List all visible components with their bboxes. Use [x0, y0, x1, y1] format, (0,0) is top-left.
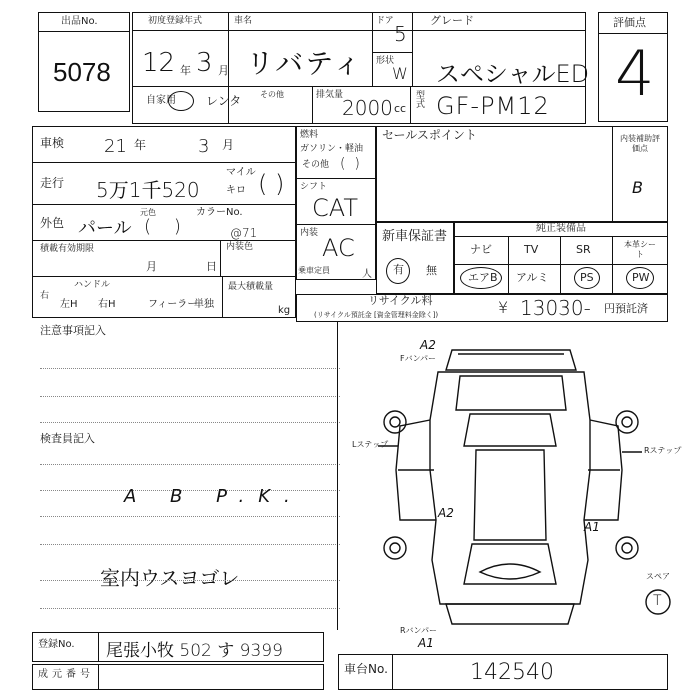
- shaken-month: 3: [198, 136, 210, 157]
- ac-label: 内装: [300, 228, 319, 238]
- use-label-1: 自家用: [146, 95, 176, 106]
- handle-option-2: 右H: [98, 299, 116, 310]
- equip-pw: PW: [632, 271, 650, 284]
- shaken-year-unit: 年: [134, 138, 147, 152]
- right-step-label: Rステップ: [644, 446, 682, 455]
- shift-value: CAT: [312, 194, 358, 222]
- reg-month-unit: 月: [218, 64, 229, 77]
- equip-leather: 本革シート: [624, 240, 656, 259]
- shaken-label: 車検: [40, 136, 65, 150]
- model-label: 型式: [414, 90, 424, 108]
- color-value: パール: [78, 218, 132, 239]
- grade-value: スペシャルED: [436, 60, 590, 88]
- score-value: 4: [615, 37, 655, 110]
- warranty-yes: 有: [393, 263, 404, 276]
- equip-alumi: アルミ: [516, 271, 549, 284]
- interior-color-label: 内装色: [226, 242, 254, 252]
- model-value: GF-PM12: [436, 92, 550, 120]
- color-label: 外色: [40, 216, 65, 230]
- handle-prefix: 右: [38, 290, 48, 299]
- seller-label: 成元番号: [38, 669, 94, 680]
- mileage-value: 5万1千520: [96, 178, 200, 202]
- capacity-seat-unit: 人: [362, 269, 372, 280]
- inspector-label: 検査員記入: [40, 432, 95, 445]
- warranty-label: 新車保証書: [382, 229, 448, 244]
- chassis-value: 142540: [470, 660, 554, 685]
- handle-label: ハンドル: [74, 280, 111, 290]
- car-name: リバティ: [246, 47, 363, 80]
- recycle-amount: 13030-: [520, 296, 591, 320]
- mark-left-door: A2: [438, 506, 454, 520]
- recycle-status: 円預託済: [604, 302, 648, 315]
- recycle-label: リサイクル料: [368, 294, 433, 307]
- recycle-yen: ¥: [498, 298, 509, 317]
- equip-tv: TV: [524, 243, 539, 256]
- mileage-paren: ( ): [258, 170, 285, 198]
- cert-day: 日: [206, 260, 217, 273]
- left-step-label: Lステップ: [352, 440, 389, 449]
- capacity-label: 最大積載量: [228, 282, 274, 292]
- car-name-label: 車名: [234, 16, 253, 26]
- displacement-label: 排気量: [316, 90, 344, 100]
- mileage-unit-mile: マイル: [226, 167, 256, 178]
- grade-label: グレード: [430, 14, 474, 27]
- handle-option-3: フィーラー: [148, 299, 198, 310]
- cert-month: 月: [146, 260, 157, 273]
- plate-label: 登録No.: [38, 639, 75, 650]
- displacement-value: 2000: [342, 96, 393, 120]
- caution-label: 注意事項記入: [40, 324, 106, 337]
- fuel-other: その他: [302, 160, 330, 170]
- capacity-unit: kg: [278, 305, 291, 316]
- ac-value: AC: [322, 234, 355, 262]
- reg-year-unit: 年: [180, 64, 191, 77]
- fuel-other-paren: ( ): [340, 156, 360, 172]
- equip-sr: SR: [576, 243, 591, 256]
- shaken-year: 21: [104, 136, 127, 157]
- mileage-unit-km: キロ: [226, 185, 246, 196]
- color-no-label: カラーNo.: [196, 207, 243, 218]
- cert-label: 積載有効期限: [40, 244, 95, 254]
- other-label: その他: [260, 90, 284, 99]
- equip-ps: PS: [580, 271, 594, 284]
- use-label-2: レンタ: [206, 94, 242, 108]
- shaken-month-unit: 月: [222, 138, 235, 152]
- fuel-options: ガソリン・軽油: [300, 144, 364, 154]
- original-color-label: 元色: [140, 208, 156, 217]
- sales-point-label: セールスポイント: [382, 128, 477, 142]
- form-label: 形状: [376, 56, 395, 66]
- inspector-line-2: 室内ウスヨゴレ: [100, 566, 240, 590]
- mark-right-rear: A1: [584, 520, 600, 534]
- lot-number: 5078: [53, 57, 111, 87]
- warranty-no: 無: [426, 264, 437, 277]
- fuel-label: 燃料: [300, 130, 319, 140]
- equip-navi: ナビ: [470, 243, 492, 256]
- mileage-label: 走行: [40, 176, 65, 190]
- spare-mark: T: [653, 593, 662, 609]
- score-label: 評価点: [613, 16, 646, 29]
- capacity-seat-label: 乗車定員: [298, 266, 330, 275]
- equipment-label: 純正装備品: [536, 223, 586, 234]
- spare-label: スペア: [646, 572, 670, 581]
- handle-option-4: 単独: [194, 299, 214, 310]
- inspector-line-1: A B P.K.: [124, 486, 304, 507]
- form-value: W: [392, 64, 408, 83]
- reg-month: 3: [196, 48, 213, 78]
- front-bumper-label: Fバンパー: [400, 354, 437, 363]
- color-no-value: @71: [230, 226, 258, 240]
- original-color-paren: ( ): [144, 216, 181, 237]
- displacement-unit: cc: [394, 102, 407, 115]
- reg-year: 12: [142, 48, 176, 78]
- chassis-label: 車台No.: [344, 662, 388, 676]
- interior-aux-mark: B: [632, 178, 643, 197]
- lot-label: 出品No.: [61, 16, 98, 27]
- doors-label: ドア: [376, 16, 394, 26]
- rear-bumper-label: Rバンパー: [400, 626, 437, 635]
- mark-front: A2: [420, 338, 436, 352]
- shift-label: シフト: [300, 182, 328, 192]
- doors-value: 5: [394, 22, 407, 46]
- equip-airbag: エアB: [468, 271, 498, 284]
- first-reg-label: 初度登録年式: [148, 16, 203, 26]
- mark-rear: A1: [418, 636, 434, 650]
- recycle-sub-label: (リサイクル預託金 [資金管理料金除く]): [314, 311, 439, 319]
- plate-value: 尾張小牧 502 す 9399: [106, 641, 283, 661]
- handle-option-1: 左H: [60, 299, 78, 310]
- interior-aux-label: 内装補助評価点: [620, 134, 660, 153]
